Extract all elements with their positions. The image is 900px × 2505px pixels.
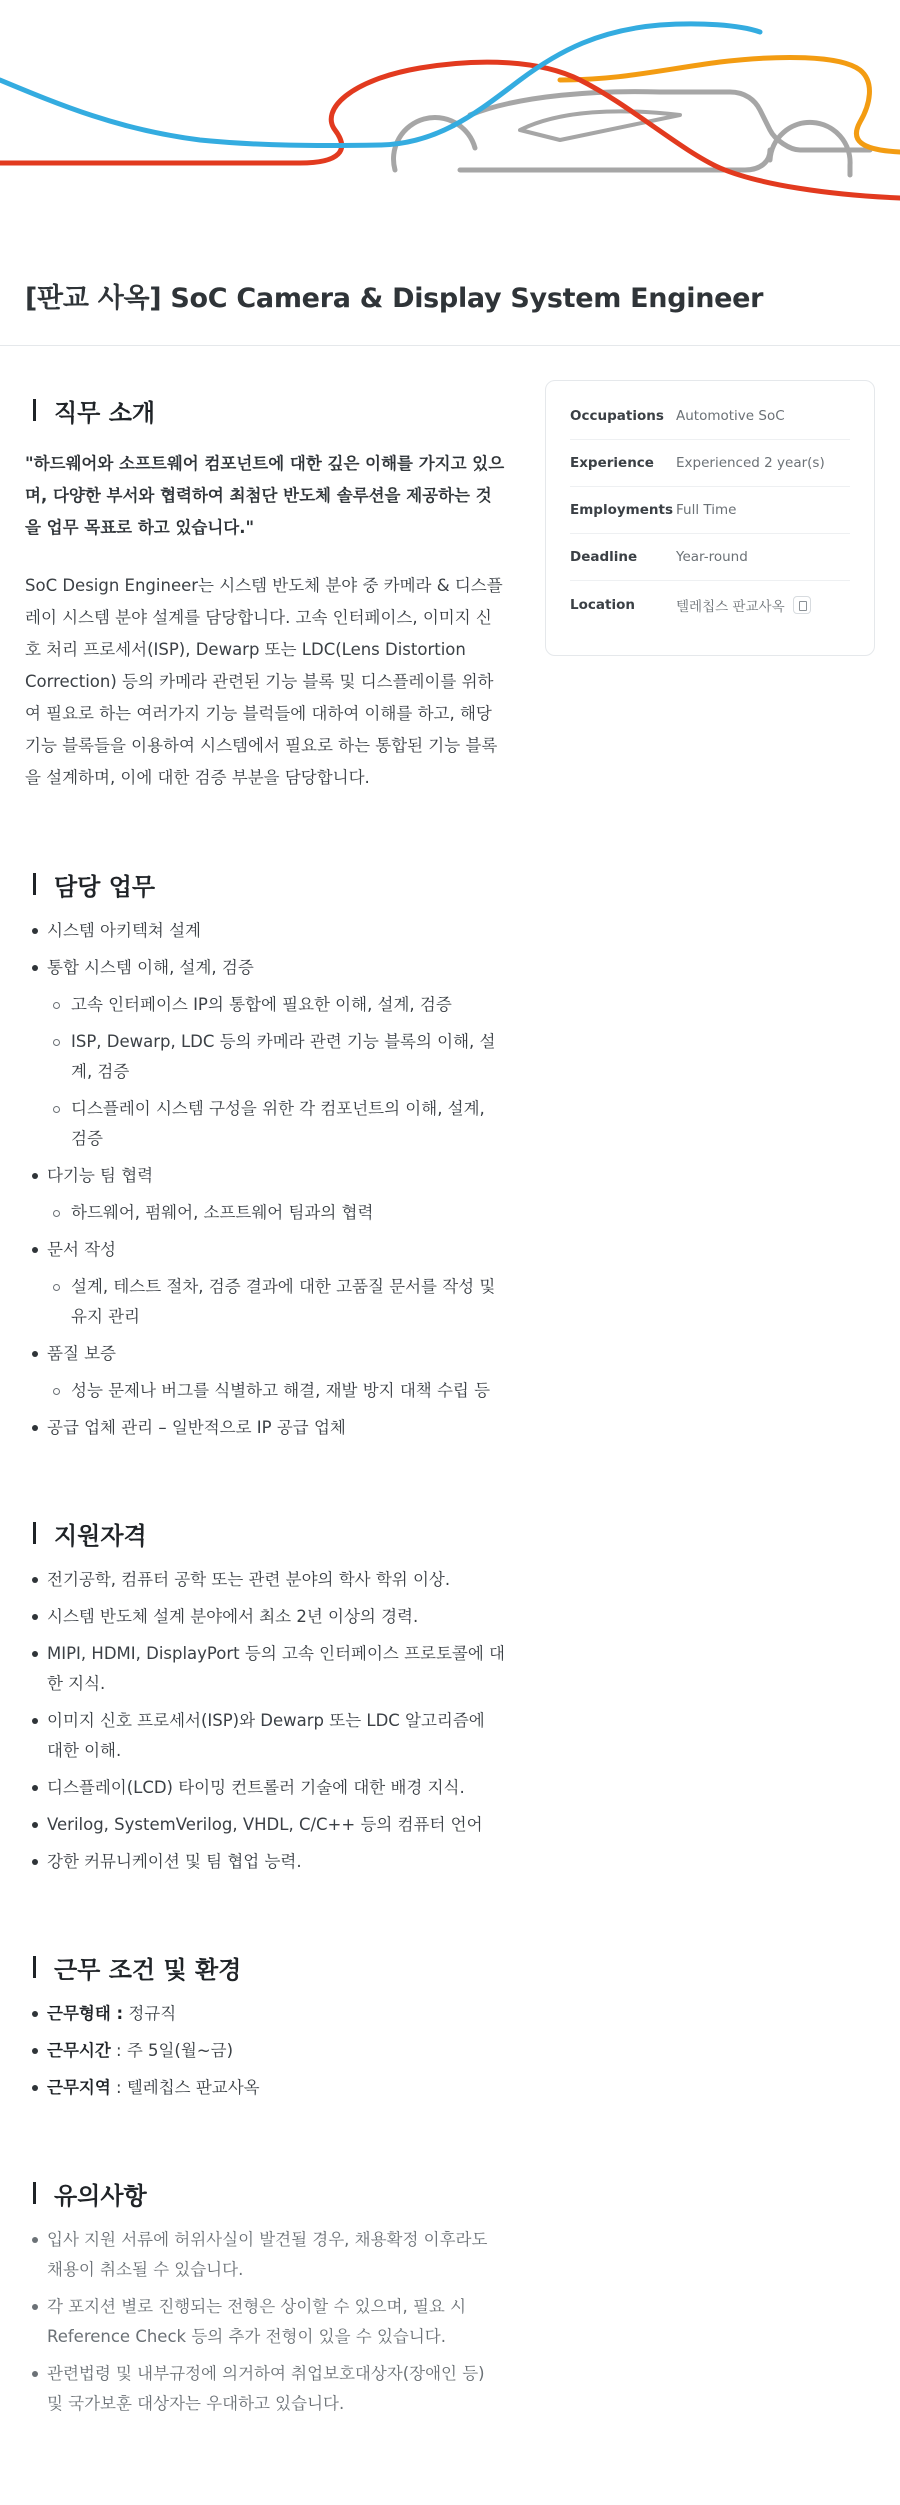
duties-list bbox=[25, 916, 505, 1443]
title-bar bbox=[33, 399, 36, 421]
list-item bbox=[25, 1235, 505, 1332]
info-key: Employments bbox=[570, 502, 673, 518]
list-item bbox=[25, 1999, 505, 2029]
list-item: MIPI, HDMI, DisplayPort 등의 고속 인터페이스 프로토콜에 대한 지식. bbox=[25, 1639, 505, 1699]
sub-list-item: 고속 인터페이스 IP의 통합에 필요한 이해, 설계, 검증 bbox=[47, 990, 505, 1020]
sub-list bbox=[47, 1272, 505, 1332]
section-title-text: 직무 소개 bbox=[54, 398, 156, 427]
list-item: 각 포지션 별로 진행되는 전형은 상이할 수 있으며, 필요 시 Reference Check 등의 추가 전형이 있을 수 있습니다. bbox=[25, 2292, 505, 2352]
list-item bbox=[25, 2073, 505, 2103]
info-value: Automotive SoC bbox=[676, 408, 785, 424]
copy-icon[interactable] bbox=[793, 596, 811, 614]
list-item bbox=[25, 953, 505, 1154]
page-title: [판교 사옥] SoC Camera & Display System Engineer bbox=[25, 283, 764, 314]
section-title-text: 유의사항 bbox=[54, 2181, 147, 2210]
title-bar bbox=[33, 1956, 36, 1978]
title-bar bbox=[33, 873, 36, 895]
list-item bbox=[25, 1413, 505, 1443]
title-bar bbox=[33, 2182, 36, 2204]
section-duties bbox=[25, 866, 505, 1443]
info-key: Deadline bbox=[570, 549, 638, 565]
section-title-text: 담당 업무 bbox=[54, 872, 156, 901]
hero-banner bbox=[0, 0, 900, 210]
section-title bbox=[25, 392, 505, 428]
sub-list bbox=[47, 1198, 505, 1228]
title-bar bbox=[33, 1522, 36, 1544]
section-title bbox=[25, 1515, 505, 1551]
section-qualifications bbox=[25, 1515, 505, 1877]
info-key: Occupations bbox=[570, 408, 664, 424]
sub-list bbox=[47, 1376, 505, 1406]
conditions-list bbox=[25, 1999, 505, 2103]
sub-list-item: 하드웨어, 펌웨어, 소프트웨어 팀과의 협력 bbox=[47, 1198, 505, 1228]
list-item: 시스템 반도체 설계 분야에서 최소 2년 이상의 경력. bbox=[25, 1602, 505, 1632]
sub-list-item: 설계, 테스트 절차, 검증 결과에 대한 고품질 문서를 작성 및 유지 관리 bbox=[47, 1272, 505, 1332]
section-title-text: 근무 조건 및 환경 bbox=[54, 1955, 242, 1984]
info-key: Location bbox=[570, 596, 635, 613]
list-item bbox=[25, 2036, 505, 2066]
list-item: Verilog, SystemVerilog, VHDL, C/C++ 등의 컴퓨터 언어 bbox=[25, 1810, 505, 1840]
intro-quote: "하드웨어와 소프트웨어 컴포넌트에 대한 깊은 이해를 가지고 있으며, 다양한 부서와 협력하여 최첨단 반도체 솔루션을 제공하는 것을 업무 목표로 하고 있습니다." bbox=[25, 454, 505, 537]
job-description bbox=[25, 392, 505, 2426]
list-item: 관련법령 및 내부규정에 의거하여 취업보호대상자(장애인 등) 및 국가보훈 대상자는 우대하고 있습니다. bbox=[25, 2359, 505, 2419]
list-item-text: 다기능 팀 협력 bbox=[47, 1166, 154, 1185]
condition-value: 정규직 bbox=[123, 2004, 177, 2023]
condition-value: : 주 5일(월~금) bbox=[110, 2041, 234, 2060]
list-item-text: 통합 시스템 이해, 설계, 검증 bbox=[47, 958, 254, 977]
list-item bbox=[25, 1339, 505, 1406]
car-outline-illustration bbox=[0, 0, 900, 210]
info-row-occupations bbox=[570, 393, 850, 440]
sub-list-item: 디스플레이 시스템 구성을 위한 각 컴포넌트의 이해, 설계, 검증 bbox=[47, 1094, 505, 1154]
list-item: 이미지 신호 프로세서(ISP)와 Dewarp 또는 LDC 알고리즘에 대한 이해. bbox=[25, 1706, 505, 1766]
info-value: Full Time bbox=[676, 502, 737, 518]
info-value: Experienced 2 year(s) bbox=[676, 455, 825, 471]
section-title bbox=[25, 2175, 505, 2211]
section-notes bbox=[25, 2175, 505, 2419]
condition-label: 근무지역 bbox=[47, 2078, 111, 2097]
section-intro bbox=[25, 392, 505, 794]
intro-body: SoC Design Engineer는 시스템 반도체 분야 중 카메라 & 디스플레이 시스템 분야 설계를 담당합니다. 고속 인터페이스, 이미지 신호 처리 프로세서(ISP), Dewarp 또는 LDC(Lens Distortion Correction) 등의 카메라 관련된 기능 블록 및 디스플레이를 위하여 필요로 하는 여러가지 기능 블럭들에 대하여 이해를 하고, 해당 기능 블록들을 이용하여 시스템에서 필요로 하는 통합된 기능 블록을 설계하며, 이에 대한 검증 부분을 담당합니다. bbox=[25, 576, 503, 787]
section-title bbox=[25, 1949, 505, 1985]
info-value bbox=[676, 595, 811, 615]
location-text: 텔레칩스 판교사옥 bbox=[676, 598, 785, 615]
info-row-employments bbox=[570, 487, 850, 534]
list-item: 강한 커뮤니케이션 및 팀 협업 능력. bbox=[25, 1847, 505, 1877]
list-item-text: 공급 업체 관리 – 일반적으로 IP 공급 업체 bbox=[47, 1418, 346, 1437]
section-title bbox=[25, 866, 505, 902]
list-item: 디스플레이(LCD) 타이밍 컨트롤러 기술에 대한 배경 지식. bbox=[25, 1773, 505, 1803]
job-info-card bbox=[545, 380, 875, 656]
sub-list bbox=[47, 990, 505, 1154]
info-row-experience bbox=[570, 440, 850, 487]
list-item bbox=[25, 1161, 505, 1228]
header-divider bbox=[0, 345, 900, 346]
condition-value: : 텔레칩스 판교사옥 bbox=[110, 2078, 260, 2097]
blue-stroke bbox=[0, 24, 760, 146]
orange-stroke bbox=[560, 57, 900, 152]
sub-list-item: ISP, Dewarp, LDC 등의 카메라 관련 기능 블록의 이해, 설계, 검증 bbox=[47, 1027, 505, 1087]
notes-list bbox=[25, 2225, 505, 2419]
condition-label: 근무형태 : bbox=[47, 2004, 124, 2023]
list-item: 전기공학, 컴퓨터 공학 또는 관련 분야의 학사 학위 이상. bbox=[25, 1565, 505, 1595]
list-item: 입사 지원 서류에 허위사실이 발견될 경우, 채용확정 이후라도 채용이 취소될 수 있습니다. bbox=[25, 2225, 505, 2285]
list-item bbox=[25, 916, 505, 946]
section-title-text: 지원자격 bbox=[54, 1521, 147, 1550]
info-key: Experience bbox=[570, 455, 654, 471]
info-row-location bbox=[570, 581, 850, 628]
list-item-text: 시스템 아키텍쳐 설계 bbox=[47, 921, 201, 940]
section-conditions bbox=[25, 1949, 505, 2103]
condition-label: 근무시간 bbox=[47, 2041, 111, 2060]
qualifications-list bbox=[25, 1565, 505, 1877]
info-row-deadline bbox=[570, 534, 850, 581]
sub-list-item: 성능 문제나 버그를 식별하고 해결, 재발 방지 대책 수립 등 bbox=[47, 1376, 505, 1406]
info-value: Year-round bbox=[676, 549, 748, 565]
list-item-text: 품질 보증 bbox=[47, 1344, 117, 1363]
list-item-text: 문서 작성 bbox=[47, 1240, 117, 1259]
